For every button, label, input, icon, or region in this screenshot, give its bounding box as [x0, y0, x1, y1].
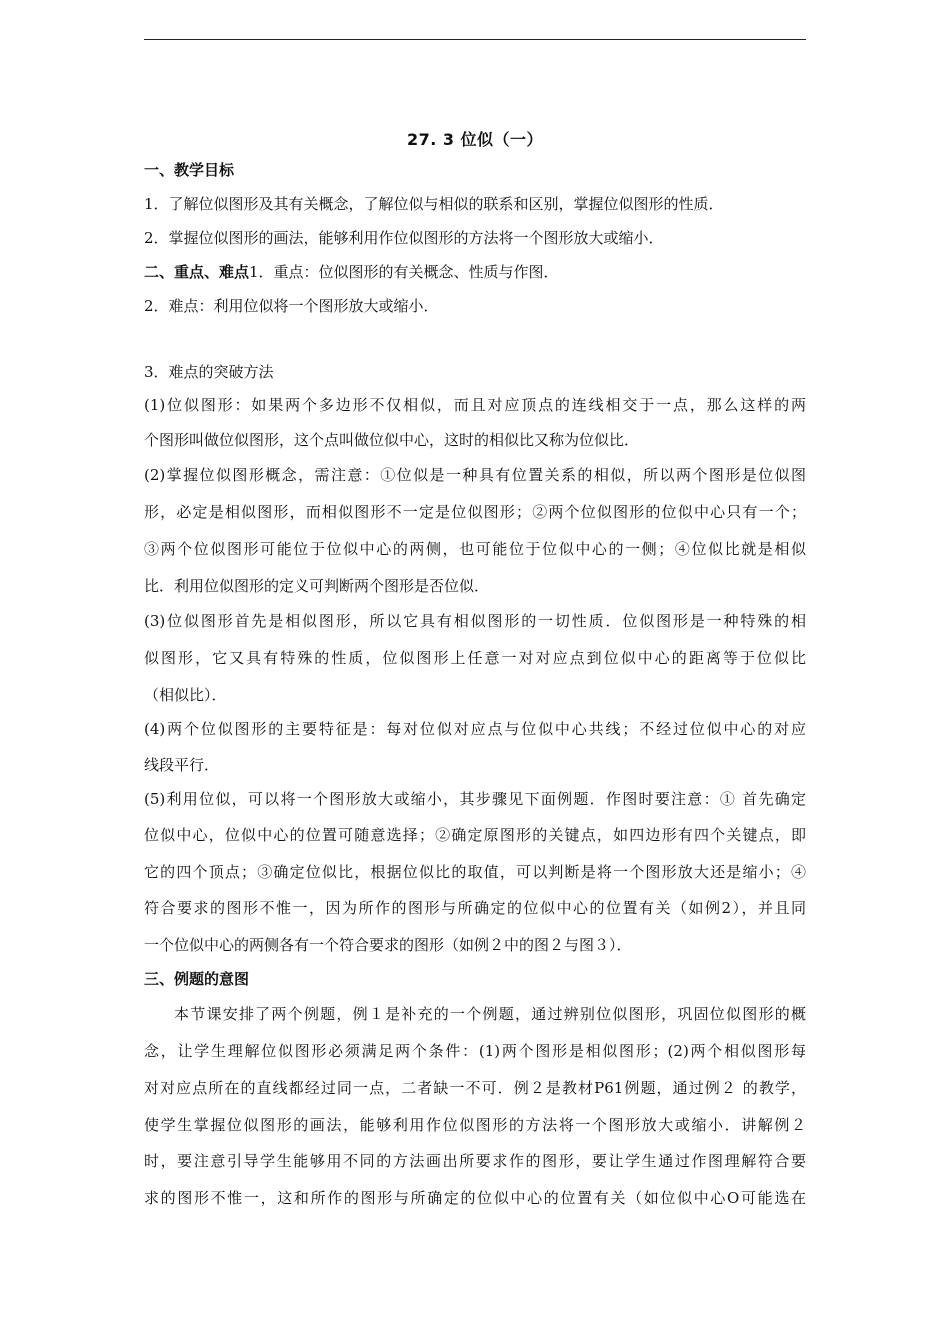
paragraph-2-line-3: ③两个位似图形可能位于位似中心的两侧，也可能位于位似中心的一侧；④位似比就是相似: [144, 540, 806, 558]
document-title: 27. 3 位似（一）: [406, 130, 544, 149]
paragraph-4-line-2: 线段平行．: [144, 756, 220, 774]
paragraph-5-line-5: 一个位似中心的两侧各有一个符合要求的图形（如例２中的图２与图３）．: [144, 936, 632, 954]
paragraph-5-line-4: 符合要求的图形不惟一，因为所作的图形与所确定的位似中心的位置有关（如例2），并且同: [144, 899, 806, 917]
paragraph-3-line-1: (3)位似图形首先是相似图形，所以它具有相似图形的一切性质．位似图形是一种特殊的相: [144, 612, 806, 630]
paragraph-4-line-1: (4)两个位似图形的主要特征是：每对位似对应点与位似中心共线；不经过位似中心的对应: [144, 720, 806, 738]
key-points-line: [144, 262, 806, 282]
section-heading-examples: 三、例题的意图: [144, 970, 250, 988]
paragraph-3-line-3: （相似比）．: [144, 686, 227, 704]
paragraph-5-line-3: 它的四个顶点；③确定位似比，根据位似比的取值，可以判断是将一个图形放大还是缩小；④: [144, 863, 806, 881]
paragraph-2-line-4: 比．利用位似图形的定义可判断两个图形是否位似．: [144, 577, 490, 595]
section-heading-key-points: 二、重点、难点: [144, 263, 250, 281]
paragraph-2-line-1: (2)掌握位似图形概念，需注意：①位似是一种具有位置关系的相似，所以两个图形是位似图: [144, 466, 806, 484]
paragraph-6-line-4: 使学生掌握位似图形的画法，能够利用作位似图形的方法将一个图形放大或缩小．讲解例２: [144, 1116, 806, 1134]
paragraph-6-line-6: 求的图形不惟一，这和所作的图形与所确定的位似中心的位置有关（如位似中心O可能选在: [144, 1189, 806, 1207]
objective-1: 1．了解位似图形及其有关概念，了解位似与相似的联系和区别，掌握位似图形的性质．: [144, 195, 724, 213]
paragraph-2-line-2: 形，必定是相似图形，而相似图形不一定是位似图形；②两个位似图形的位似中心只有一个；: [144, 503, 806, 521]
objective-2: 2．掌握位似图形的画法，能够利用作位似图形的方法将一个图形放大或缩小．: [144, 229, 664, 247]
key-point-1: 1．重点：位似图形的有关概念、性质与作图．: [249, 263, 559, 281]
paragraph-1-line-1: (1)位似图形：如果两个多边形不仅相似，而且对应顶点的连线相交于一点，那么这样的两: [144, 396, 806, 414]
paragraph-1-line-2: 个图形叫做位似图形，这个点叫做位似中心，这时的相似比又称为位似比．: [144, 431, 640, 449]
breakthrough-heading: 3．难点的突破方法: [144, 363, 274, 381]
paragraph-6-line-2: 念，让学生理解位似图形必须满足两个条件：(1)两个图形是相似图形；(2)两个相似图形每: [144, 1042, 806, 1060]
paragraph-3-line-2: 似图形，它又具有特殊的性质，位似图形上任意一对对应点到位似中心的距离等于位似比: [144, 649, 806, 667]
paragraph-6-line-1: 本节课安排了两个例题，例１是补充的一个例题，通过辨别位似图形，巩固位似图形的概: [174, 1005, 806, 1023]
paragraph-6-line-5: 时，要注意引导学生能够用不同的方法画出所要求作的图形，要让学生通过作图理解符合要: [144, 1152, 806, 1170]
paragraph-6-line-3: 对对应点所在的直线都经过同一点，二者缺一不可．例２是教材P61例题，通过例２ 的教学，: [144, 1079, 806, 1097]
difficulty-line: 2．难点：利用位似将一个图形放大或缩小．: [144, 297, 439, 315]
paragraph-5-line-2: 位似中心，位似中心的位置可随意选择；②确定原图形的关键点，如四边形有四个关键点，即: [144, 826, 806, 844]
paragraph-5-line-1: (5)利用位似，可以将一个图形放大或缩小，其步骤见下面例题．作图时要注意：① 首先确定: [144, 790, 806, 808]
section-heading-objectives: 一、教学目标: [144, 161, 235, 179]
header-rule: [144, 39, 806, 40]
